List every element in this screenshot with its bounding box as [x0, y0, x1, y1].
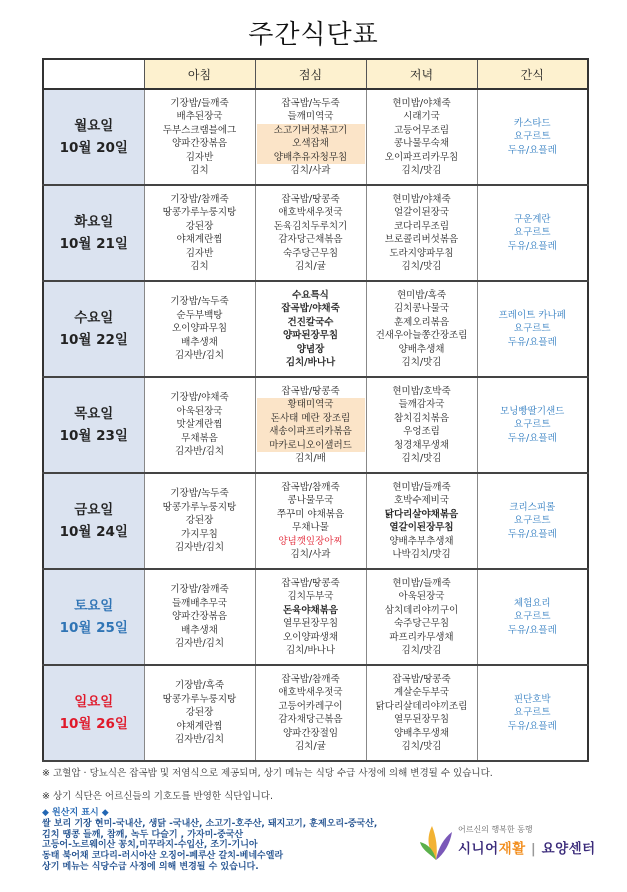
- menu-item: 코다리무조림: [393, 220, 450, 232]
- dinner-cell: [366, 281, 477, 377]
- menu-item: 오이파프리카무침: [384, 151, 459, 163]
- menu-item: 김치두부국: [287, 591, 334, 602]
- menu-item: 김자반/김치: [174, 446, 225, 458]
- lunch-cell: [255, 89, 366, 185]
- brand-separator: |: [525, 841, 542, 857]
- menu-item: 김치/바나나: [285, 645, 336, 656]
- menu-item: 오이양파무침: [171, 323, 228, 335]
- day-cell: [43, 377, 144, 473]
- lunch-cell: [255, 377, 366, 473]
- menu-item: 크리스피롤: [509, 501, 556, 513]
- menu-item: 김자반: [185, 151, 214, 163]
- menu-item: 두유/요플레: [507, 144, 557, 156]
- menu-item: 돈사태 메란 장조림: [257, 412, 365, 426]
- menu-item: 새송이파프리카볶음: [257, 425, 365, 439]
- menu-item: 양파간장볶음: [171, 611, 228, 623]
- menu-item: 닭다리살야채볶음: [384, 508, 459, 520]
- day-date: 10월 22일: [59, 332, 128, 348]
- menu-item: 현미밥/흑죽: [396, 289, 447, 301]
- menu-item: 체험요리: [513, 597, 551, 609]
- menu-item: 야채계란찜: [176, 720, 223, 732]
- menu-item: 건진칼국수: [287, 316, 334, 328]
- menu-item: 쭈꾸미 야채볶음: [276, 508, 345, 520]
- menu-item: 시래기국: [403, 111, 440, 122]
- brand-part1: 시니어: [458, 841, 499, 857]
- menu-item: 양배추무생채: [393, 727, 450, 739]
- day-name: 화요일: [74, 214, 114, 230]
- origin-info: [42, 808, 422, 873]
- center-logo: [410, 822, 610, 866]
- menu-item: 브로콜리버섯볶음: [384, 234, 459, 245]
- table-row: [43, 377, 588, 473]
- menu-item: 현미밥/들깨죽: [392, 481, 451, 493]
- note-preference: ※ 상기 식단은 어르신들의 기호도를 반영한 식단입니다.: [42, 791, 273, 802]
- menu-item: 양배추유자청무침: [257, 151, 365, 165]
- dinner-cell: [366, 665, 477, 761]
- menu-item: 배추생채: [181, 336, 218, 348]
- menu-item: 현미밥/호박죽: [392, 385, 451, 397]
- menu-item: 돈육야채볶음: [282, 604, 339, 616]
- menu-item: 양배추부추생채: [389, 535, 454, 547]
- menu-item: 훈제오리볶음: [393, 316, 450, 328]
- breakfast-cell: [144, 185, 255, 281]
- menu-item: 콩나물무국: [287, 495, 334, 506]
- header-breakfast: 아침: [144, 59, 255, 89]
- menu-item: 열무된장무침: [393, 714, 450, 725]
- menu-item: 잡곡밥/참깨죽: [281, 481, 340, 493]
- menu-item: 기장밥/흑죽: [174, 680, 225, 692]
- menu-item: 김치/귤: [295, 261, 326, 272]
- dinner-cell: [366, 377, 477, 473]
- menu-item: 요구르트: [513, 323, 551, 335]
- menu-item: 기장밥/녹두죽: [170, 488, 229, 500]
- menu-item: 순두부백탕: [176, 309, 223, 321]
- menu-item: 잡곡밥/야채죽: [281, 303, 340, 314]
- table-row: [43, 473, 588, 569]
- menu-item: 닭다리살데리야끼조림: [375, 700, 468, 712]
- menu-item: 김치콩나물국: [393, 303, 450, 314]
- leaf-logo-icon: [418, 822, 454, 862]
- menu-item: 양파간장절임: [282, 727, 339, 739]
- header-lunch: 점심: [255, 59, 366, 89]
- menu-item: 숙주당근무침: [282, 247, 339, 259]
- menu-item: 열무된장무침: [282, 618, 339, 629]
- menu-item: 두유/요플레: [507, 720, 557, 732]
- day-date: 10월 23일: [59, 428, 128, 444]
- menu-item: 돈육김치두루치기: [273, 220, 348, 232]
- menu-item: 강된장: [185, 515, 214, 527]
- menu-item: 오이양파생채: [282, 631, 339, 643]
- menu-item: 들깨배추무국: [171, 597, 228, 609]
- menu-item: 김자반/김치: [174, 542, 225, 554]
- menu-item: 참치김치볶음: [393, 412, 450, 424]
- menu-item: 맛살계란찜: [176, 419, 223, 431]
- origin-line: 김치 땡콩 들깨, 참깨, 녹두 다슬기 , 가자미-중국산: [42, 829, 244, 840]
- table-row: [43, 569, 588, 665]
- menu-item: 김치/맛김: [401, 453, 442, 464]
- menu-item: 현미밥/야채죽: [392, 193, 451, 205]
- page-title: 주간식단표: [248, 20, 379, 50]
- day-name: 금요일: [74, 502, 114, 518]
- menu-item: 잡곡밥/녹두죽: [281, 97, 340, 109]
- day-name: 토요일: [74, 598, 114, 614]
- logo-tagline: 어르신의 행복한 동행: [458, 825, 533, 834]
- breakfast-cell: [144, 281, 255, 377]
- day-date: 10월 21일: [59, 236, 128, 252]
- menu-item: 건새우아늘쫑간장조림: [375, 330, 468, 341]
- menu-item: 김자반: [185, 247, 214, 259]
- menu-item: 양념장: [296, 343, 325, 355]
- menu-item: 김자반/김치: [174, 350, 225, 362]
- menu-item: 감자당근채볶음: [278, 234, 343, 245]
- menu-item: 김치/귤: [295, 741, 326, 752]
- menu-item: 두유/요플레: [507, 432, 557, 444]
- menu-item: 김자반/김치: [174, 638, 225, 650]
- day-date: 10월 26일: [59, 716, 128, 732]
- snack-cell: [477, 473, 588, 569]
- table-row: [43, 89, 588, 185]
- menu-item: 강된장: [185, 707, 214, 719]
- menu-item: 고등어무조림: [393, 124, 450, 136]
- menu-item: 아욱된장국: [398, 591, 445, 602]
- day-cell: [43, 665, 144, 761]
- header-dinner: 저녁: [366, 59, 477, 89]
- menu-item: 야채계란찜: [176, 234, 223, 245]
- menu-item: 김자반/김치: [174, 734, 225, 746]
- lunch-cell: [255, 473, 366, 569]
- notes: [42, 767, 602, 813]
- menu-item: 나박김치/맛김: [392, 549, 451, 560]
- menu-item: 감자채당근볶음: [278, 714, 343, 725]
- table-header-row: [43, 59, 588, 89]
- breakfast-cell: [144, 473, 255, 569]
- snack-cell: [477, 185, 588, 281]
- menu-item: 기장밥/녹두죽: [170, 296, 229, 308]
- menu-item: 요구르트: [513, 515, 551, 527]
- menu-item: 아욱된장국: [176, 405, 223, 417]
- menu-item: 김치: [190, 261, 209, 272]
- menu-item: 소고기버섯볶고기: [257, 124, 365, 138]
- snack-cell: [477, 569, 588, 665]
- menu-item: 김치/맛김: [401, 165, 442, 176]
- menu-item: 모닝빵딸기샌드: [500, 405, 565, 417]
- day-cell: [43, 281, 144, 377]
- menu-item: 현미밥/야채죽: [392, 97, 451, 109]
- menu-item: 도라지양파무침: [389, 247, 454, 259]
- menu-item: 황태미역국: [257, 398, 365, 412]
- menu-item: 구운계란: [513, 213, 551, 225]
- menu-item: 고등어카레구이: [278, 700, 343, 712]
- day-cell: [43, 473, 144, 569]
- menu-item: 현미밥/들깨죽: [392, 577, 451, 589]
- menu-item: 김치/맛김: [401, 645, 442, 656]
- menu-item: 기장밥/참깨죽: [170, 584, 229, 596]
- origin-line: 쌀 보리 기장 현미-국내산, 생닭 -국내산, 소고기-호주산, 돼지고기, 훈제오리-중국산,: [42, 818, 378, 829]
- day-name: 수요일: [74, 310, 114, 326]
- menu-item: 오색잡채: [257, 137, 365, 151]
- menu-item: 잡곡밥/땅콩죽: [281, 385, 340, 397]
- menu-item: 요구르트: [513, 227, 551, 239]
- menu-item: 김치/배: [295, 453, 326, 464]
- note-low-salt: ※ 고혈압 · 당뇨식은 잡곡밥 및 저염식으로 제공되며, 상기 메뉴는 식당 수급 사정에 의해 변경될 수 있습니다.: [42, 768, 493, 779]
- menu-item: 무채볶음: [181, 432, 218, 444]
- snack-cell: [477, 665, 588, 761]
- lunch-cell: [255, 281, 366, 377]
- origin-header: ◆ 원산지 표시 ◆: [42, 808, 109, 818]
- menu-item: 김치/맛김: [401, 261, 442, 272]
- weekly-menu-table: [42, 58, 589, 762]
- lunch-cell: [255, 185, 366, 281]
- menu-item: 배추된장국: [176, 111, 223, 122]
- menu-item: 배추생채: [181, 624, 218, 636]
- dinner-cell: [366, 473, 477, 569]
- menu-item: 들깨미역국: [287, 111, 334, 122]
- menu-item: 계살순두부국: [393, 687, 450, 698]
- menu-item: 두유/요플레: [507, 624, 557, 636]
- menu-item: 김치/바나나: [285, 357, 336, 368]
- menu-item: 땅콩가루누룽지탕: [162, 501, 237, 513]
- menu-item: 두유/요플레: [507, 528, 557, 540]
- menu-item: 삼치데리야끼구이: [384, 604, 459, 616]
- menu-item: 김치/사과: [290, 165, 331, 176]
- menu-item: 잡곡밥/참깨죽: [281, 673, 340, 685]
- menu-item: 김치: [190, 165, 209, 176]
- breakfast-cell: [144, 665, 255, 761]
- logo-brand: [458, 837, 596, 857]
- menu-item: 청경채무생채: [393, 439, 450, 451]
- breakfast-cell: [144, 569, 255, 665]
- menu-item: 애호박새우젓국: [278, 207, 343, 218]
- menu-item: 땅콩가루누룽지탕: [162, 693, 237, 705]
- menu-item: 요구르트: [513, 611, 551, 623]
- menu-item: 요구르트: [513, 419, 551, 431]
- menu-item: 얼갈이된장국: [393, 207, 450, 218]
- day-cell: [43, 569, 144, 665]
- menu-item: 두유/요플레: [507, 240, 557, 252]
- menu-item: 강된장: [185, 220, 214, 232]
- table-row: [43, 665, 588, 761]
- day-cell: [43, 185, 144, 281]
- day-date: 10월 20일: [59, 140, 128, 156]
- day-name: 월요일: [74, 118, 114, 134]
- menu-item: 요구르트: [513, 707, 551, 719]
- menu-item: 호박수제비국: [393, 495, 450, 506]
- header-corner: [43, 59, 144, 89]
- menu-item: 프레이트 카나페: [498, 309, 566, 321]
- menu-item: 기장밥/들깨죽: [170, 97, 229, 109]
- menu-item: 열갈이된장무침: [389, 522, 454, 533]
- menu-item: 무채나물: [292, 522, 329, 533]
- header-snack: 간식: [477, 59, 588, 89]
- breakfast-cell: [144, 377, 255, 473]
- table-row: [43, 281, 588, 377]
- menu-item: 핀단호박: [513, 693, 551, 705]
- dinner-cell: [366, 569, 477, 665]
- menu-item: 두유/요플레: [507, 336, 557, 348]
- breakfast-cell: [144, 89, 255, 185]
- menu-item: 양파간장볶음: [171, 138, 228, 149]
- menu-item: 잡곡밥/땅콩죽: [281, 193, 340, 205]
- day-cell: [43, 89, 144, 185]
- lunch-cell: [255, 665, 366, 761]
- menu-item: 양념깻잎장아찌: [278, 535, 343, 547]
- menu-item: 숙주당근무침: [393, 618, 450, 629]
- menu-item: 기장밥/참깨죽: [170, 193, 229, 205]
- snack-cell: [477, 89, 588, 185]
- snack-cell: [477, 377, 588, 473]
- day-name: 목요일: [74, 406, 114, 422]
- origin-line: 상기 메뉴는 식당수급 사정에 의해 변경될 수 있습니다.: [42, 861, 259, 872]
- menu-item: 기장밥/야채죽: [170, 392, 229, 404]
- menu-item: 요구르트: [513, 131, 551, 143]
- table-row: [43, 185, 588, 281]
- menu-item: 두부스크램블에그: [162, 124, 237, 136]
- brand-part3: 요양센터: [541, 841, 596, 857]
- menu-item: 잡곡밥/땅콩죽: [281, 577, 340, 589]
- brand-part2: 재활: [498, 841, 526, 857]
- menu-item: 파프리카무생채: [389, 631, 454, 643]
- menu-item: 마카로니오이샐러드: [257, 439, 365, 453]
- dinner-cell: [366, 89, 477, 185]
- menu-item: 양파된장무침: [282, 330, 339, 341]
- menu-item: 김치/맛김: [401, 357, 442, 368]
- day-name: 일요일: [74, 694, 114, 710]
- origin-line: 고등어-노르웨이산 꽁치,미꾸라지-수입산, 조기-기니아: [42, 840, 258, 851]
- menu-item: 콩나물무숙채: [393, 138, 450, 149]
- menu-item: 양배추생채: [398, 343, 445, 355]
- menu-item: 김치/맛김: [401, 741, 442, 752]
- menu-item: 우엉조림: [403, 426, 440, 437]
- menu-item: 들깨감자국: [398, 399, 445, 410]
- menu-item: 가지무침: [181, 528, 218, 540]
- menu-item: 카스타드: [513, 117, 551, 129]
- dinner-cell: [366, 185, 477, 281]
- menu-item: 김치/사과: [290, 549, 331, 560]
- snack-cell: [477, 281, 588, 377]
- menu-item: 잡곡밥/땅콩죽: [392, 673, 451, 685]
- origin-line: 동태 북어채 코다리-러시아산 오징어-페루산 갈치-베네수엘라: [42, 851, 284, 862]
- menu-item: 땅콩가루누룽지탕: [162, 207, 237, 218]
- lunch-cell: [255, 569, 366, 665]
- day-date: 10월 25일: [59, 620, 128, 636]
- day-date: 10월 24일: [59, 524, 128, 540]
- menu-item: 수요특식: [292, 289, 329, 301]
- menu-item: 애호박새우젓국: [278, 687, 343, 698]
